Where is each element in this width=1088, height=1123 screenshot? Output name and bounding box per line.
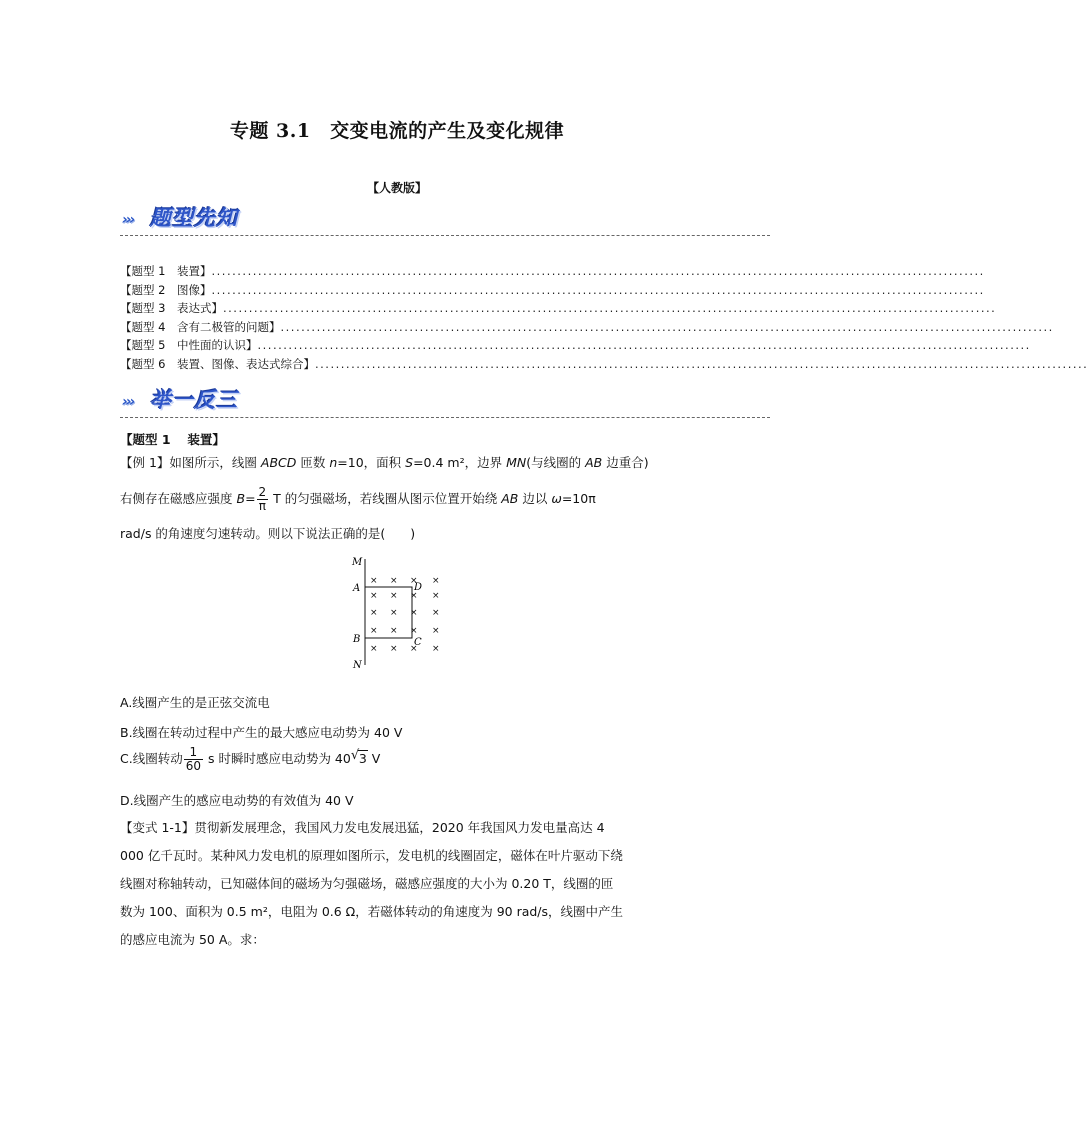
- toc-item[interactable]: 【题型 2 图像】 ......................................................................................................................................................: [120, 281, 770, 300]
- example-1-line-1: 【例 1】如图所示，线圈 ABCD 匝数 n=10，面积 S=0.4 m²，边界 MN(与线圈的 AB 边重合): [120, 455, 649, 470]
- label-d: D: [414, 582, 423, 593]
- field-cross: ×: [410, 626, 418, 636]
- banner-arrows-icon: ›››: [122, 212, 134, 228]
- label-c: C: [414, 637, 422, 648]
- section-heading: 【题型 1 装置】: [120, 432, 225, 447]
- banner-divider: [120, 417, 770, 418]
- toc-leader: ......................................................................................................................................................: [211, 282, 985, 297]
- field-cross: ×: [432, 591, 440, 601]
- label-m: M: [352, 557, 363, 568]
- label-b: B: [353, 634, 361, 645]
- toc-item[interactable]: 【题型 4 含有二极管的问题】 ......................................................................................................................................................: [120, 318, 770, 337]
- toc-banner: [120, 200, 770, 236]
- field-cross: ×: [370, 644, 378, 654]
- toc-item[interactable]: 【题型 3 表达式】 ......................................................................................................................................................: [120, 299, 770, 318]
- toc-leader: ......................................................................................................................................................: [211, 264, 985, 278]
- option-b[interactable]: B.线圈在转动过程中产生的最大感应电动势为 40 V: [120, 725, 403, 740]
- toc-leader: ......................................................................................................................................................: [280, 319, 1054, 334]
- toc-leader: ......................................................................................................................................................: [257, 338, 1031, 352]
- toc-item[interactable]: 【题型 6 装置、图像、表达式综合】 ......................................................................................................................................................: [120, 355, 770, 374]
- toc-leader: ......................................................................................................................................................: [314, 356, 1088, 371]
- variant-line-4: 数为 100、面积为 0.5 m²，电阻为 0.6 Ω，若磁体转动的角速度为 90 rad/s，线圈中产生: [120, 904, 624, 919]
- fraction: $\frac{2}{\pi}$: [258, 485, 267, 513]
- example-1-line-2: 右侧存在磁感应强度 B= $\frac{2}{\pi}$ T 的匀强磁场，若线圈从图示位置开始绕 AB 边以 ω=10π: [120, 485, 596, 513]
- field-cross: ×: [432, 626, 440, 636]
- document-title: 专题 3.1 交变电流的产生及变化规律: [229, 120, 565, 142]
- field-cross: ×: [410, 591, 418, 601]
- example-banner: [120, 382, 770, 418]
- field-cross: ×: [410, 576, 418, 586]
- edition-label: 【人教版】: [366, 181, 427, 195]
- banner-divider: [120, 235, 770, 236]
- field-cross: ×: [410, 608, 418, 618]
- label-a: A: [353, 583, 361, 594]
- label-n: N: [353, 660, 362, 671]
- variant-line-1: 【变式 1-1】贯彻新发展理念，我国风力发电发展迅猛，2020 年我国风力发电量高达 4: [120, 820, 605, 835]
- field-cross: ×: [390, 644, 398, 654]
- option-a[interactable]: A.线圈产生的是正弦交流电: [120, 695, 270, 710]
- option-c[interactable]: C.线圈转动 $\frac{1}{60}$ s 时瞬时感应电动势为 40 √ 3 V: [120, 745, 381, 773]
- field-cross: ×: [432, 608, 440, 618]
- field-cross: ×: [432, 644, 440, 654]
- toc-item[interactable]: 【题型 1 装置】 ......................................................................................................................................................: [120, 262, 770, 281]
- option-d[interactable]: D.线圈产生的感应电动势的有效值为 40 V: [120, 793, 354, 808]
- example-1-line-3: rad/s 的角速度匀速转动。则以下说法正确的是( ): [120, 526, 416, 541]
- field-cross: ×: [390, 626, 398, 636]
- toc-item[interactable]: 【题型 5 中性面的认识】 ......................................................................................................................................................: [120, 336, 770, 355]
- variant-line-5: 的感应电流为 50 A。求：: [120, 932, 265, 947]
- table-of-contents: [120, 262, 1088, 373]
- toc-banner-title: 题型先知: [150, 205, 238, 230]
- example-banner-title: 举一反三: [150, 387, 238, 412]
- field-cross: ×: [390, 576, 398, 586]
- variant-line-2: 000 亿千瓦时。某种风力发电机的原理如图所示，发电机的线圈固定，磁体在叶片驱动下绕: [120, 848, 623, 863]
- field-cross: ×: [370, 626, 378, 636]
- magnetic-field-crosses: [370, 576, 440, 654]
- fraction: $\frac{1}{60}$: [185, 745, 201, 773]
- field-cross: ×: [390, 591, 398, 601]
- field-cross: ×: [410, 644, 418, 654]
- field-cross: ×: [432, 576, 440, 586]
- variant-line-3: 线圈对称轴转动，已知磁体间的磁场为匀强磁场，磁感应强度的大小为 0.20 T，线圈的匝: [120, 876, 614, 891]
- field-cross: ×: [370, 576, 378, 586]
- field-cross: ×: [370, 608, 378, 618]
- field-cross: ×: [390, 608, 398, 618]
- field-cross: ×: [370, 591, 378, 601]
- banner-arrows-icon: ›››: [122, 394, 134, 410]
- toc-leader: ......................................................................................................................................................: [222, 301, 997, 315]
- coil-magnetic-field-diagram: [345, 553, 455, 673]
- square-root: √ 3: [350, 748, 367, 766]
